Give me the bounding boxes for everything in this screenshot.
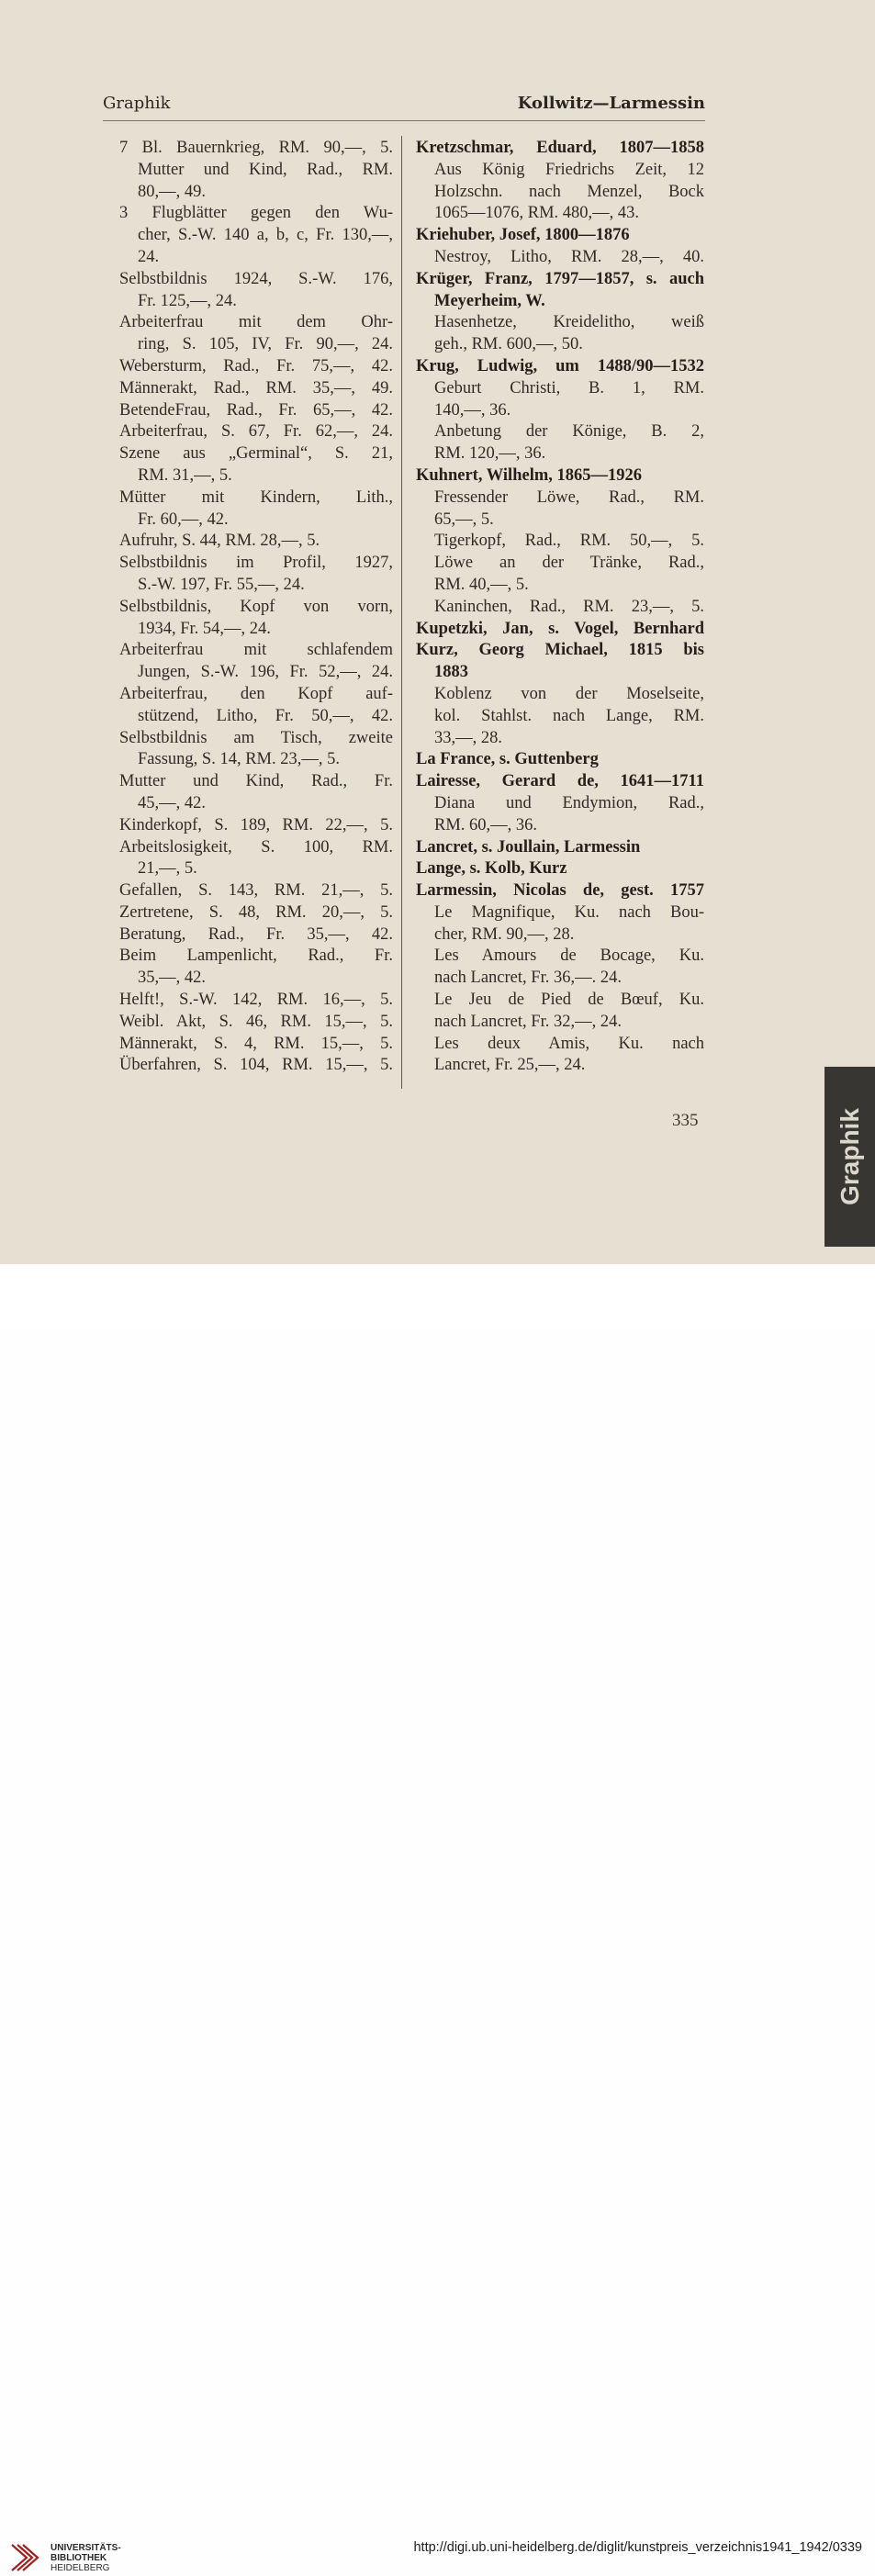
footer-bar <box>0 1264 875 2573</box>
entry-text-line: Jungen, S.-W. 196, Fr. 52,—, 24. <box>138 663 393 682</box>
entry-text-line: 7 Bl. Bauernkrieg, RM. 90,—, 5. <box>119 139 393 157</box>
entry-text-line: Fr. 125,—, 24. <box>138 291 237 310</box>
entry-text-line: Szene aus „Germinal“, S. 21, <box>119 444 393 464</box>
entry-text-line: Mutter und Kind, Rad., RM. <box>138 160 393 179</box>
entry-text-line: Zertretene, S. 48, RM. 20,—, 5. <box>119 902 393 922</box>
entry-text-line: RM. 31,—, 5. <box>138 465 232 485</box>
entry-text-line: Arbeiterfrau, S. 67, Fr. 62,—, 24. <box>119 422 393 442</box>
entry-text-line: cher, RM. 90,—, 28. <box>434 924 575 944</box>
entry-text-line: Selbstbildnis, Kopf von vorn, <box>119 597 393 616</box>
entry-text-line: Männerakt, Rad., RM. 35,—, 49. <box>119 378 393 398</box>
column-divider <box>401 136 402 1089</box>
entry-text-line: Aus König Friedrichs Zeit, 12 <box>434 160 704 179</box>
entry-text-line: geh., RM. 600,—, 50. <box>434 335 583 354</box>
entry-text-line: Beratung, Rad., Fr. 35,—, 42. <box>119 924 393 944</box>
entry-text-line: nach Lancret, Fr. 32,—, 24. <box>434 1012 622 1031</box>
header-rule <box>103 120 705 121</box>
entry-text-line: Nestroy, Litho, RM. 28,—, 40. <box>434 247 704 266</box>
entry-heading-line: Larmessin, Nicolas de, gest. 1757 <box>416 881 704 901</box>
entry-text-line: 1065—1076, RM. 480,—, 43. <box>434 204 640 223</box>
entry-text-line: Selbstbildnis am Tisch, zweite <box>119 728 393 747</box>
entry-text-line: 80,—, 49. <box>138 182 206 201</box>
entry-heading-line: Krüger, Franz, 1797—1857, s. auch <box>416 269 704 288</box>
page-number: 335 <box>672 1111 699 1130</box>
entry-text-line: nach Lancret, Fr. 36,—. 24. <box>434 969 622 988</box>
source-url-link[interactable]: http://digi.ub.uni-heidelberg.de/diglit/kunstpreis_verzeichnis1941_1942/0339 <box>413 2540 862 2555</box>
entry-text-line: Holzschn. nach Menzel, Bock <box>434 182 704 201</box>
entry-text-line: Kaninchen, Rad., RM. 23,—, 5. <box>434 597 704 616</box>
entry-text-line: kol. Stahlst. nach Lange, RM. <box>434 706 704 725</box>
entry-text-line: Hasenhetze, Kreidelitho, weiß <box>434 313 704 332</box>
running-head-range: Kollwitz—Larmessin <box>517 94 705 113</box>
entry-text-line: cher, S.-W. 140 a, b, c, Fr. 130,—, <box>138 226 393 245</box>
entry-text-line: 24. <box>138 247 160 266</box>
entry-text-line: ring, S. 105, IV, Fr. 90,—, 24. <box>138 335 393 354</box>
entry-text-line: RM. 60,—, 36. <box>434 815 538 834</box>
entry-text-line: Selbstbildnis im Profil, 1927, <box>119 554 393 573</box>
running-head-section: Graphik <box>103 94 171 113</box>
entry-text-line: Weibl. Akt, S. 46, RM. 15,—, 5. <box>119 1012 393 1031</box>
entry-text-line: Kinderkopf, S. 189, RM. 22,—, 5. <box>119 815 393 834</box>
entry-text-line: RM. 40,—, 5. <box>434 575 529 594</box>
entry-heading-line: Lancret, s. Joullain, Larmessin <box>416 837 641 857</box>
entry-text-line: Lancret, Fr. 25,—, 24. <box>434 1056 586 1075</box>
entry-heading-line: La France, s. Guttenberg <box>416 750 599 769</box>
entry-text-line: 35,—, 42. <box>138 969 206 988</box>
entry-heading-line: Kuhnert, Wilhelm, 1865—1926 <box>416 465 643 485</box>
entry-heading-line: Krug, Ludwig, um 1488/90—1532 <box>416 356 704 375</box>
entry-text-line: Überfahren, S. 104, RM. 15,—, 5. <box>119 1056 393 1075</box>
entry-text-line: S.-W. 197, Fr. 55,—, 24. <box>138 575 305 594</box>
entry-text-line: Anbetung der Könige, B. 2, <box>434 422 704 442</box>
entry-text-line: Löwe an der Tränke, Rad., <box>434 554 704 573</box>
entry-text-line: Gefallen, S. 143, RM. 21,—, 5. <box>119 881 393 901</box>
logo-line-3: HEIDELBERG <box>50 2563 110 2573</box>
entry-text-line: Tigerkopf, Rad., RM. 50,—, 5. <box>434 532 704 551</box>
logo-line-1: UNIVERSITÄTS- <box>50 2543 121 2553</box>
entry-text-line: Arbeiterfrau, den Kopf auf- <box>119 684 393 703</box>
entry-text-line: 33,—, 28. <box>434 728 502 747</box>
entry-text-line: Geburt Christi, B. 1, RM. <box>434 378 704 398</box>
entry-heading-line: Kriehuber, Josef, 1800—1876 <box>416 226 630 245</box>
entry-text-line: 3 Flugblätter gegen den Wu- <box>119 204 393 223</box>
entry-text-line: 140,—, 36. <box>434 400 511 420</box>
entry-heading-line: 1883 <box>434 663 468 682</box>
entry-text-line: Mutter und Kind, Rad., Fr. <box>119 772 393 791</box>
entry-text-line: Mütter mit Kindern, Lith., <box>119 487 393 507</box>
entry-text-line: Beim Lampenlicht, Rad., Fr. <box>119 946 393 966</box>
entry-text-line: Arbeiterfrau mit schlafendem <box>119 641 393 660</box>
entry-text-line: Arbeiterfrau mit dem Ohr- <box>119 313 393 332</box>
entry-text-line: 1934, Fr. 54,—, 24. <box>138 619 271 638</box>
entry-heading-line: Lairesse, Gerard de, 1641—1711 <box>416 772 704 791</box>
entry-heading-line: Kupetzki, Jan, s. Vogel, Bernhard <box>416 619 704 638</box>
entry-text-line: Fressender Löwe, Rad., RM. <box>434 487 704 507</box>
entry-text-line: Koblenz von der Moselseite, <box>434 684 704 703</box>
entry-text-line: Männerakt, S. 4, RM. 15,—, 5. <box>119 1034 393 1053</box>
entry-text-line: RM. 120,—, 36. <box>434 444 546 464</box>
left-column <box>119 138 393 1077</box>
entry-text-line: Le Jeu de Pied de Bœuf, Ku. <box>434 991 704 1010</box>
entry-text-line: 45,—, 42. <box>138 793 206 812</box>
entry-heading-line: Kretzschmar, Eduard, 1807—1858 <box>416 139 704 157</box>
entry-text-line: Diana und Endymion, Rad., <box>434 793 704 812</box>
entry-text-line: Arbeitslosigkeit, S. 100, RM. <box>119 837 393 857</box>
entry-heading-line: Lange, s. Kolb, Kurz <box>416 859 567 879</box>
library-logo-icon <box>8 2539 45 2576</box>
entry-text-line: Helft!, S.-W. 142, RM. 16,—, 5. <box>119 991 393 1010</box>
entry-text-line: Fr. 60,—, 42. <box>138 510 229 529</box>
entry-text-line: 21,—, 5. <box>138 859 197 879</box>
entry-text-line: Le Magnifique, Ku. nach Bou- <box>434 902 704 922</box>
scanned-page <box>0 0 875 1264</box>
entry-text-line: Aufruhr, S. 44, RM. 28,—, 5. <box>119 532 320 551</box>
entry-text-line: stützend, Litho, Fr. 50,—, 42. <box>138 706 393 725</box>
entry-heading-line: Kurz, Georg Michael, 1815 bis <box>416 641 704 660</box>
entry-text-line: Les deux Amis, Ku. nach <box>434 1034 704 1053</box>
section-tab <box>825 1067 875 1247</box>
entry-text-line: Selbstbildnis 1924, S.-W. 176, <box>119 269 393 288</box>
entry-text-line: BetendeFrau, Rad., Fr. 65,—, 42. <box>119 400 393 420</box>
entry-text-line: Fassung, S. 14, RM. 23,—, 5. <box>138 750 340 769</box>
section-tab-label: Graphik <box>835 1108 864 1205</box>
entry-text-line: 65,—, 5. <box>434 510 494 529</box>
entry-heading-line: Meyerheim, W. <box>434 291 545 310</box>
logo-line-2: BIBLIOTHEK <box>50 2553 107 2563</box>
running-head <box>103 94 705 121</box>
right-column <box>416 138 704 1077</box>
entry-text-line: Webersturm, Rad., Fr. 75,—, 42. <box>119 356 393 375</box>
entry-text-line: Les Amours de Bocage, Ku. <box>434 946 704 966</box>
library-logo-text <box>50 2543 121 2573</box>
